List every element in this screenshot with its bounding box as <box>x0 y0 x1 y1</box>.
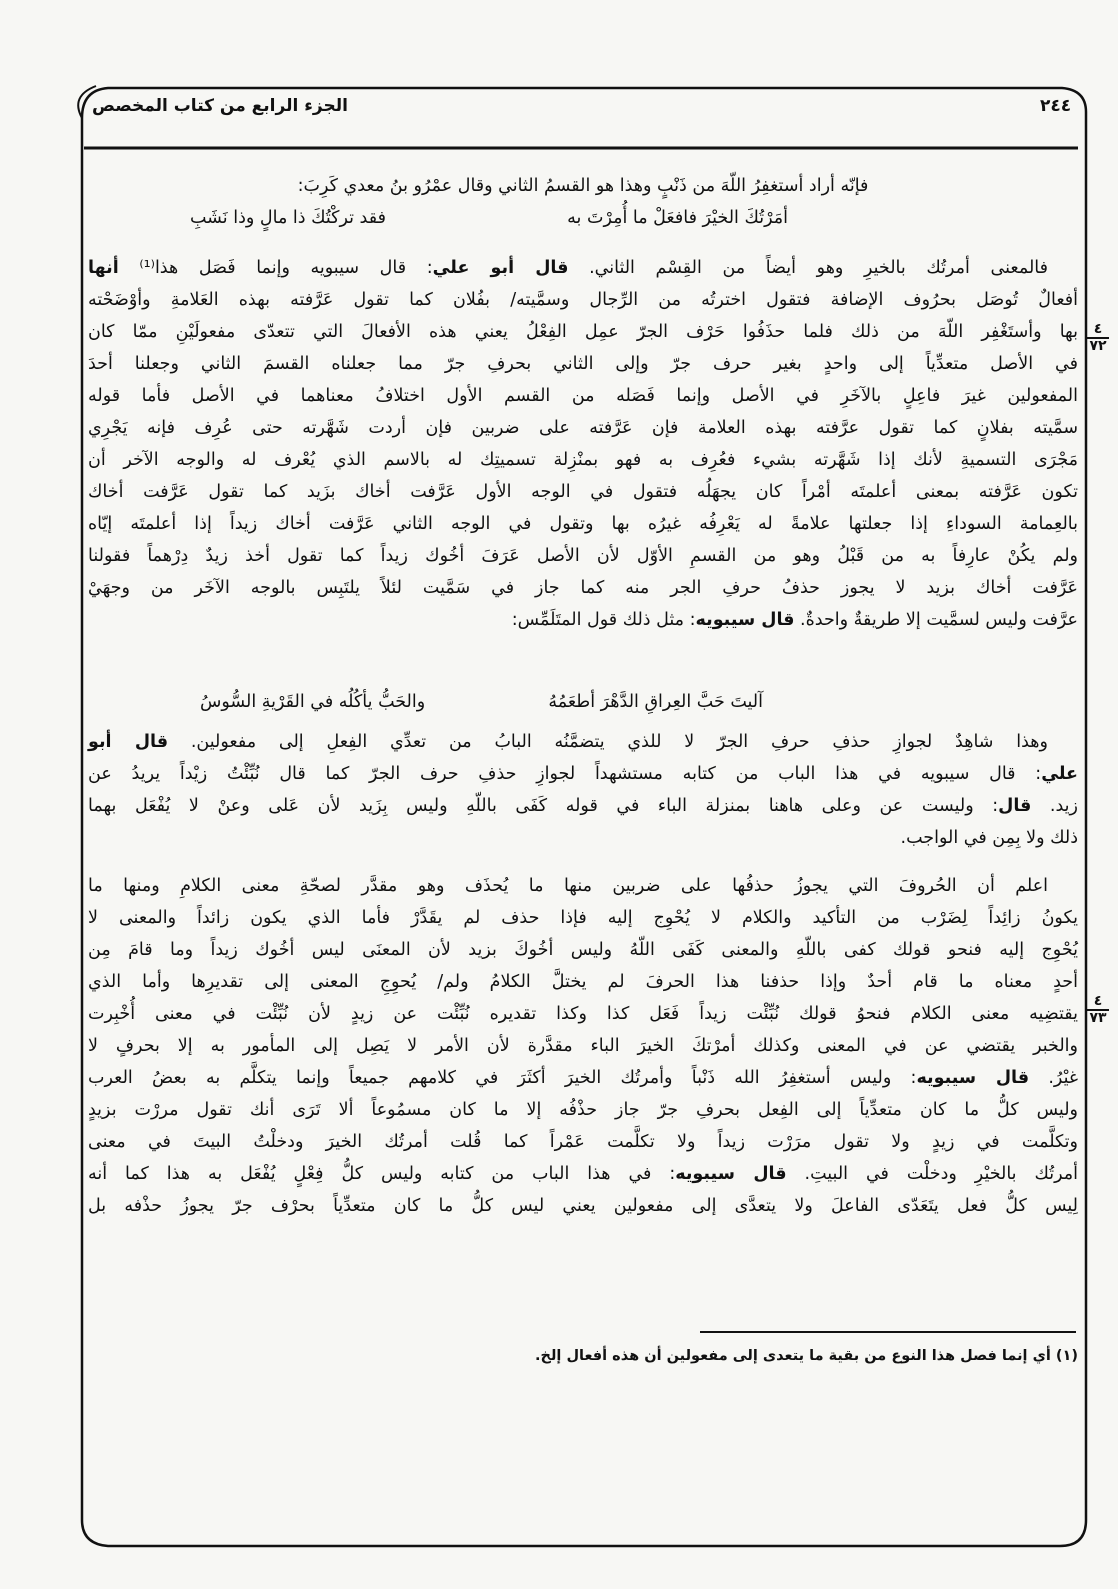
text-line <box>88 476 1078 508</box>
margin-page: ٧٢ <box>1087 337 1109 354</box>
text-segment: : قال سيبويه وإنما فَصَل هذا⁽¹⁾ <box>118 258 433 278</box>
text-segment: غيْرُ. <box>1029 1068 1078 1088</box>
speaker-label: علي <box>1041 764 1078 784</box>
page-number: ٢٤٤ <box>1040 96 1072 116</box>
text-line <box>88 1094 1078 1126</box>
text-segment: تكون عَرَّفته بمعنى أعلمتَه أمْراً كان يجهَلُه فتقول في الوجه الأول عَرَّفت أخاك بزَيد كما تقول عَرَّفت أخاك <box>88 482 1078 502</box>
text-line <box>88 790 1078 822</box>
text-line <box>88 316 1078 348</box>
text-segment: : وليس أستغفِرُ الله ذَنْباً وأمرتُك الخيرَ أكثَرَ في كلامهم جميعاً وإنما يتكلَّم به بعضُ العرب <box>88 1068 917 1088</box>
text-line <box>88 284 1078 316</box>
text-line <box>88 348 1078 380</box>
text-line <box>88 998 1078 1030</box>
text-segment: عرَّفت وليس لسمَّيت إلا طريقةٌ واحدةٌ. <box>794 610 1078 630</box>
intro-line-block <box>88 170 1078 202</box>
text-line <box>88 758 1078 790</box>
text-line <box>88 444 1078 476</box>
speaker-label: قال <box>998 796 1032 816</box>
text-segment: وتكلَّمت في زيدٍ ولا تقول مرَرْت زيداً ولا تكلَّمت عَمْراً كما قُلت أمرتُك الخيرَ ودخلْتُ البيتَ في معنى <box>88 1132 1078 1152</box>
text-segment: في الأصل متعدِّياً إلى واحدٍ بغير حرف جرّ وإلى الثاني بحرفِ جرّ مما جعلناه القسمَ الثاني وجعلنا أحدَ <box>88 354 1078 374</box>
text-segment: أحدٍ معناه ما قام أحدٌ وإذا حذفنا هذا الحرفَ لم يختلَّ الكلامُ ولم/ يُحوِجِ المعنى إلى تقديرِها وأما الذي <box>88 972 1078 992</box>
text-segment: المفعولين غيرَ فاعِلٍ بالآخَرِ في الأصل وإنما فَصَله من القسم الأول اختلافُ معناهما في الأصل فأما قوله <box>88 386 1078 406</box>
speaker-label: قال أبو <box>88 732 169 752</box>
text-segment: لِيس كلُّ فعل يتَعَدّى الفاعلَ ولا يتعدَّى إلى مفعولين يعني ليس كلُّ ما كان متعدِّياً بحرْف جرّ يجوزُ حذْفه بل <box>88 1196 1078 1216</box>
verse1-left-hemistich: فقد تركْتُكَ ذا مالٍ وذا نَشَبِ <box>190 208 386 228</box>
paragraph-2 <box>88 726 1078 854</box>
paragraph-1 <box>88 252 1078 636</box>
verse2-right-hemistich: آليتَ حَبَّ العِراقِ الدَّهْرَ أطعَمُهُ <box>548 692 763 712</box>
text-line <box>88 822 1078 854</box>
text-line <box>88 1190 1078 1222</box>
text-line <box>88 604 1078 636</box>
text-line <box>88 902 1078 934</box>
text-segment: ذلك ولا بِمِن في الواجب. <box>900 828 1078 848</box>
text-segment: أفعالٌ تُوصَل بحرُوف الإضافة فتقول اخترتُه من الرِّجال وسمَّيته/ بفُلان كما تقول عَرَّفته بهذه العَلامةِ وأوْضَحْته <box>88 290 1078 310</box>
text-segment: اعلم أن الحُروفَ التي يجوزُ حذفُها على ضربين منها ما يُحذَف وهو مقدَّر لصحّةِ معنى الكلامِ ومنها ما <box>88 876 1048 896</box>
text-segment: : مثل ذلك قول المتَلَمِّس: <box>511 610 696 630</box>
text-segment: زيد. <box>1031 796 1078 816</box>
text-line <box>88 966 1078 998</box>
text-segment: أمرتُك بالخيْرِ ودخلْت في البيتِ. <box>786 1164 1078 1184</box>
margin-volume: ٤ <box>1093 993 1103 1009</box>
text-segment: عَرَّفت أخاك بزيد لا يجوز حذفُ حرفِ الجر منه كما جاز في سَمَّيت لئلاً يلتَبِس بالوجه الآخَر من وجهَيْ <box>88 578 1078 598</box>
text-segment: ولم يكُنْ عارِفاً به من قَبْلُ وهو من القسمِ الأوّل لأن الأصل عَرَفَ أخُوك زيداً كما تقول أخذ زيدٌ دِرْهماً فقولنا <box>88 546 1078 566</box>
text-segment: يكونُ زائِداً لِضَرْب من التأكيد والكلام لا يُحْوِج إليه فإذا حذف لم يقَدَّرْ فأما الذي يكون زائداً والمعنى لا <box>88 908 1078 928</box>
speaker-label: قال سيبويه <box>695 610 795 630</box>
text-line <box>88 412 1078 444</box>
verse1-right-hemistich: أمَرْتُكَ الخيْرَ فافعَلْ ما أُمِرْتَ به <box>567 208 788 228</box>
text-segment: بها وأستَغْفِر اللّهَ من ذلك فلما حذَفُوا حَرْف الجرّ عمِل الفِعْلُ يعني هذه الأفعالَ التي تتعدّى مفعولَيْنِ ممّا كان <box>88 322 1078 342</box>
text-segment: بالعِمامة السوداءِ إذا جعلتها علامةً له يَعْرِفُه غيرُه بها وتقول في الوجه الثاني عَرَّفت أخاك زيداً إذا أعلمتَه إيّاه <box>88 514 1078 534</box>
text-line <box>88 1126 1078 1158</box>
text-segment: والخبر يقتضي عن في المعنى وكذلك أمرْتكَ الخيرَ الباء مقدَّرة لأن الأمر لا يَصِل إلى المأمور به إلا بحرفٍ لا <box>88 1036 1078 1056</box>
text-segment: وهذا شاهِدٌ لجوازِ حذفِ حرفِ الجرّ لا للذي يتضمَّنُه البابُ من تعدِّي الفِعلِ إلى مفعولين. <box>168 732 1048 752</box>
margin-page-reference <box>1087 994 1109 1026</box>
text-line <box>88 726 1078 758</box>
text-line <box>88 1062 1078 1094</box>
text-segment: سمَّيته بفلانٍ كما تقول عرَّفته بهذه العلامة فإن عَرَّفته على ضربين فإن أردت شَهَّرته حتى عُرِف فإنه يَجْرِي <box>88 418 1078 438</box>
text-line <box>88 870 1078 902</box>
text-line <box>88 572 1078 604</box>
footnote: (١) أي إنما فصل هذا النوع من بقية ما يتعدى إلى مفعولين أن هذه أفعال إلخ. <box>535 1348 1078 1364</box>
speaker-label: قال سيبويه <box>675 1164 787 1184</box>
text-line <box>88 380 1078 412</box>
text-segment: يقتضِيه معنى الكلام فنحوُ قولك نُبِّئْت زيداً فَعَل كذا وكذا تقديره نُبِّئْت عن زيدٍ لأن نُبِّئْت في معنى أُخْبِرت <box>88 1004 1078 1024</box>
text-line <box>88 508 1078 540</box>
text-line <box>88 934 1078 966</box>
text-segment: فالمعنى أمرتُك بالخيرِ وهو أيضاً من القِسْم الثاني. <box>568 258 1048 278</box>
running-header-title: الجزء الرابع من كتاب المخصص <box>92 96 348 116</box>
text-line <box>88 1030 1078 1062</box>
text-segment: مَجْرَى التسميةِ لأنك إذا شَهَّرته بشيء فعُرِف به فهو بمنْزِلة تسميتِك له بالاسم الذي يُعْرف له والوجه الآخر أن <box>88 450 1078 470</box>
text-line <box>88 540 1078 572</box>
text-segment: يُحْوِج إليه فنحو قولك كفى باللّهِ والمعنى كَفَى اللّهُ وليس أخُوكَ بزيد لأن المعنَى ليس أخُوك زيداً وما قامَ مِن <box>88 940 1078 960</box>
intro-line: فإنّه أراد أستغفِرُ اللّهَ من ذَنْبٍ وهذا هو القسمُ الثاني وقال عمْرُو بنُ معدي كَرِبَ: <box>297 176 869 196</box>
speaker-label: قال أبو علي <box>432 258 569 278</box>
text-segment: : قال سيبويه في هذا الباب من كتابه مستشهداً لجوازِ حذفِ حرف الجرّ كما قال نُبِّئْتُ زيْداً يريدُ عن <box>88 764 1042 784</box>
text-segment: : في هذا الباب من كتابه وليس كلُّ فِعْلٍ يُفْعَل به هذا كما أنه <box>88 1164 676 1184</box>
text-segment: : وليست عن وعلى هاهنا بمنزلة الباء في قوله كَفَى باللّهِ وليس بِزَيد لأن عَلى وعنْ لا يُفْعَل بهما <box>88 796 999 816</box>
margin-page-reference <box>1087 322 1109 354</box>
text-line <box>88 252 1078 284</box>
margin-volume: ٤ <box>1093 321 1103 337</box>
paragraph-3 <box>88 870 1078 1222</box>
speaker-label: قال سيبويه <box>916 1068 1030 1088</box>
text-line <box>88 1158 1078 1190</box>
speaker-label: أنها <box>88 258 119 278</box>
verse2-left-hemistich: والحَبُّ يأكُلُه في القَرْيةِ السُّوسُ <box>200 692 426 712</box>
margin-page: ٧٣ <box>1087 1009 1109 1026</box>
text-segment: وليس كلُّ ما كان متعدِّياً إلى الفِعل بحرفِ جرّ جاز حذْفُه إلا ما كان مسمُوعاً ألا تَرَى أنك تقول مررْت بزيدٍ <box>88 1100 1078 1120</box>
